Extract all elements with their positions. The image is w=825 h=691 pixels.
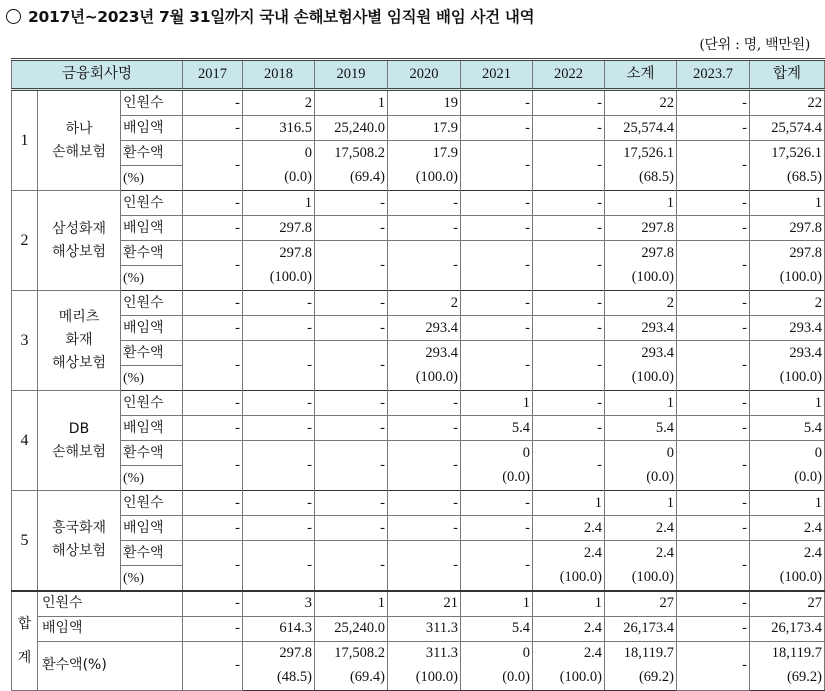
total-label-recovered: 환수액(%)	[38, 641, 183, 690]
table-row	[12, 616, 825, 641]
embezzled-cell: -	[183, 416, 243, 441]
count-cell: -	[533, 191, 605, 216]
embezzled-cell: -	[183, 216, 243, 241]
recovered-cell: -	[388, 441, 461, 491]
count-cell: 22	[750, 90, 825, 116]
count-cell: 1	[605, 391, 677, 416]
pct-cell: (100.0)	[750, 566, 825, 591]
count-cell: -	[388, 491, 461, 516]
recovered-cell: -	[243, 441, 315, 491]
pct-cell: (68.5)	[750, 166, 825, 191]
total-recovered-cell: 18,119.7	[605, 641, 677, 666]
row-label-recovered: 환수액	[121, 141, 183, 166]
recovered-cell: -	[461, 541, 533, 591]
total-pct-cell: (0.0)	[461, 666, 533, 691]
count-cell: 2	[243, 90, 315, 116]
row-label-embezzled: 배임액	[121, 316, 183, 341]
header-row	[12, 60, 825, 90]
company-block	[12, 491, 825, 591]
company-block	[12, 90, 825, 191]
count-cell: 1	[605, 491, 677, 516]
total-recovered-cell: -	[183, 641, 243, 690]
recovered-cell: 297.8	[243, 241, 315, 266]
header-col: 소계	[605, 60, 677, 90]
count-cell: -	[183, 391, 243, 416]
recovered-cell: -	[243, 541, 315, 591]
count-cell: 1	[533, 491, 605, 516]
recovered-cell: -	[533, 141, 605, 191]
embezzled-cell: -	[183, 116, 243, 141]
total-recovered-cell: -	[677, 641, 750, 690]
company-name-line: 해상보험	[51, 543, 107, 560]
recovered-cell: -	[315, 541, 388, 591]
header-col: 2020	[388, 60, 461, 90]
total-pct-cell: (48.5)	[243, 666, 315, 691]
recovered-cell: 0	[243, 141, 315, 166]
pct-cell: (100.0)	[750, 266, 825, 291]
company-name-line: 해상보험	[51, 243, 107, 260]
recovered-cell: 0	[605, 441, 677, 466]
company-name-line: DB	[68, 420, 90, 437]
recovered-cell: -	[183, 141, 243, 191]
total-embezzled-cell: 2.4	[533, 616, 605, 641]
total-pct-cell: (100.0)	[533, 666, 605, 691]
count-cell: 1	[243, 191, 315, 216]
pct-cell: (100.0)	[388, 366, 461, 391]
pct-cell: (100.0)	[750, 366, 825, 391]
total-embezzled-cell: 5.4	[461, 616, 533, 641]
embezzled-cell: -	[677, 416, 750, 441]
table-row	[12, 416, 825, 441]
recovered-cell: 2.4	[605, 541, 677, 566]
row-label-pct: (%)	[121, 166, 183, 191]
company-number: 2	[12, 191, 38, 291]
total-pct-cell: (69.4)	[315, 666, 388, 691]
embezzled-cell: -	[677, 316, 750, 341]
total-pct-cell: (100.0)	[388, 666, 461, 691]
company-name-line: 손해보험	[51, 143, 107, 160]
pct-cell: (100.0)	[605, 566, 677, 591]
embezzled-cell: -	[183, 516, 243, 541]
pct-cell: (0.0)	[605, 466, 677, 491]
pct-cell: (0.0)	[243, 166, 315, 191]
table-row	[12, 516, 825, 541]
total-recovered-cell: 2.4	[533, 641, 605, 666]
company-block	[12, 191, 825, 291]
count-cell: -	[183, 90, 243, 116]
embezzled-cell: 293.4	[605, 316, 677, 341]
embezzled-cell: -	[315, 316, 388, 341]
recovered-cell: 17,508.2	[315, 141, 388, 166]
page-title	[6, 4, 814, 30]
recovered-cell: -	[461, 241, 533, 291]
table-row	[12, 491, 825, 516]
recovered-cell: 2.4	[533, 541, 605, 566]
recovered-cell: -	[243, 341, 315, 391]
header-col: 2018	[243, 60, 315, 90]
embezzlement-table	[11, 58, 822, 688]
table-row	[12, 291, 825, 316]
total-recovered-cell: 17,508.2	[315, 641, 388, 666]
count-cell: 1	[605, 191, 677, 216]
embezzled-cell: -	[461, 516, 533, 541]
row-label-recovered: 환수액	[121, 441, 183, 466]
embezzled-cell: -	[677, 216, 750, 241]
company-name-line: 해상보험	[51, 355, 107, 371]
embezzled-cell: -	[533, 416, 605, 441]
table-row	[12, 541, 825, 566]
count-cell: 1	[750, 391, 825, 416]
embezzled-cell: -	[243, 516, 315, 541]
embezzled-cell: -	[243, 316, 315, 341]
company-name	[38, 191, 121, 291]
count-cell: -	[533, 90, 605, 116]
embezzled-cell: -	[315, 216, 388, 241]
recovered-cell: 297.8	[750, 241, 825, 266]
total-embezzled-cell: 25,240.0	[315, 616, 388, 641]
count-cell: -	[183, 191, 243, 216]
total-block	[12, 591, 825, 691]
embezzled-cell: 25,574.4	[750, 116, 825, 141]
count-cell: 22	[605, 90, 677, 116]
count-cell: 1	[461, 391, 533, 416]
recovered-cell: 17.9	[388, 141, 461, 166]
recovered-cell: 293.4	[750, 341, 825, 366]
row-label-count: 인원수	[121, 291, 183, 316]
count-cell: -	[461, 491, 533, 516]
embezzled-cell: 5.4	[461, 416, 533, 441]
total-embezzled-cell: -	[183, 616, 243, 641]
recovered-cell: -	[183, 341, 243, 391]
embezzled-cell: 2.4	[605, 516, 677, 541]
count-cell: -	[315, 491, 388, 516]
pct-cell: (68.5)	[605, 166, 677, 191]
embezzled-cell: 293.4	[750, 316, 825, 341]
count-cell: -	[243, 491, 315, 516]
company-name-line: 화재	[65, 332, 93, 348]
company-name	[38, 90, 121, 191]
pct-cell: (0.0)	[750, 466, 825, 491]
pct-cell: (0.0)	[461, 466, 533, 491]
total-count-cell: 1	[461, 591, 533, 617]
recovered-cell: -	[388, 541, 461, 591]
total-count-cell: 1	[315, 591, 388, 617]
company-name-line: 메리츠	[58, 309, 100, 325]
embezzled-cell: 293.4	[388, 316, 461, 341]
row-label-recovered: 환수액	[121, 341, 183, 366]
row-label-recovered: 환수액	[121, 241, 183, 266]
count-cell: -	[677, 291, 750, 316]
recovered-cell: 2.4	[750, 541, 825, 566]
row-label-pct: (%)	[121, 566, 183, 591]
embezzled-cell: 316.5	[243, 116, 315, 141]
count-cell: -	[533, 291, 605, 316]
company-name-line: 손해보험	[51, 443, 107, 460]
total-recovered-cell: 18,119.7	[750, 641, 825, 666]
embezzled-cell: 297.8	[243, 216, 315, 241]
embezzled-cell: -	[677, 116, 750, 141]
unit-note: (단위 : 명, 백만원)	[699, 37, 810, 53]
row-label-embezzled: 배임액	[121, 216, 183, 241]
table-row	[12, 591, 825, 617]
company-number: 5	[12, 491, 38, 591]
embezzled-cell: -	[388, 216, 461, 241]
table-row	[12, 241, 825, 266]
row-label-recovered: 환수액	[121, 541, 183, 566]
company-number: 3	[12, 291, 38, 391]
row-label-embezzled: 배임액	[121, 416, 183, 441]
header-company: 금융회사명	[12, 60, 183, 90]
total-embezzled-cell: 26,173.4	[750, 616, 825, 641]
total-count-cell: -	[183, 591, 243, 617]
embezzled-cell: 297.8	[750, 216, 825, 241]
row-label-pct: (%)	[121, 466, 183, 491]
table-row	[12, 441, 825, 466]
count-cell: -	[461, 291, 533, 316]
embezzled-cell: -	[388, 516, 461, 541]
table-row	[12, 191, 825, 216]
table-row	[12, 391, 825, 416]
total-recovered-cell: 311.3	[388, 641, 461, 666]
total-embezzled-cell: 26,173.4	[605, 616, 677, 641]
count-cell: 1	[315, 90, 388, 116]
recovered-cell: -	[461, 141, 533, 191]
header-col: 합계	[750, 60, 825, 90]
company-name	[38, 291, 121, 391]
embezzled-cell: 17.9	[388, 116, 461, 141]
recovered-cell: -	[183, 241, 243, 291]
embezzled-cell: -	[388, 416, 461, 441]
total-side-char: 합	[17, 615, 32, 632]
table-row	[12, 116, 825, 141]
count-cell: 2	[388, 291, 461, 316]
circle-bullet-icon	[6, 9, 21, 24]
table-row	[12, 141, 825, 166]
header-col: 2021	[461, 60, 533, 90]
count-cell: 1	[750, 191, 825, 216]
recovered-cell: -	[677, 441, 750, 491]
recovered-cell: -	[315, 241, 388, 291]
embezzled-cell: -	[243, 416, 315, 441]
recovered-cell: -	[677, 541, 750, 591]
row-label-pct: (%)	[121, 266, 183, 291]
row-label-count: 인원수	[121, 191, 183, 216]
recovered-cell: -	[315, 341, 388, 391]
total-pct-cell: (69.2)	[605, 666, 677, 691]
embezzled-cell: -	[533, 316, 605, 341]
total-embezzled-cell: -	[677, 616, 750, 641]
total-side-label	[12, 591, 38, 691]
company-name	[38, 491, 121, 591]
embezzled-cell: -	[677, 516, 750, 541]
header-col: 2023.7	[677, 60, 750, 90]
recovered-cell: 0	[750, 441, 825, 466]
header-col: 2019	[315, 60, 388, 90]
table-row	[12, 316, 825, 341]
total-count-cell: 21	[388, 591, 461, 617]
total-count-cell: 3	[243, 591, 315, 617]
embezzled-cell: 2.4	[533, 516, 605, 541]
row-label-count: 인원수	[121, 391, 183, 416]
pct-cell: (69.4)	[315, 166, 388, 191]
total-label-embezzled: 배임액	[38, 616, 183, 641]
pct-cell: (100.0)	[388, 166, 461, 191]
count-cell: -	[243, 391, 315, 416]
recovered-cell: -	[677, 141, 750, 191]
total-count-cell: -	[677, 591, 750, 617]
embezzled-cell: 5.4	[605, 416, 677, 441]
total-count-cell: 1	[533, 591, 605, 617]
count-cell: 2	[750, 291, 825, 316]
recovered-cell: -	[533, 341, 605, 391]
embezzled-cell: -	[315, 416, 388, 441]
row-label-count: 인원수	[121, 90, 183, 116]
recovered-cell: 0	[461, 441, 533, 466]
count-cell: -	[183, 291, 243, 316]
recovered-cell: -	[183, 441, 243, 491]
count-cell: 2	[605, 291, 677, 316]
count-cell: -	[243, 291, 315, 316]
embezzled-cell: 5.4	[750, 416, 825, 441]
total-label-count: 인원수	[38, 591, 183, 617]
count-cell: -	[677, 391, 750, 416]
pct-cell: (100.0)	[243, 266, 315, 291]
row-label-embezzled: 배임액	[121, 516, 183, 541]
table-row	[12, 641, 825, 666]
recovered-cell: 17,526.1	[750, 141, 825, 166]
count-cell: -	[677, 90, 750, 116]
total-embezzled-cell: 614.3	[243, 616, 315, 641]
count-cell: -	[315, 191, 388, 216]
recovered-cell: -	[461, 341, 533, 391]
recovered-cell: -	[183, 541, 243, 591]
embezzled-cell: -	[461, 316, 533, 341]
count-cell: -	[533, 391, 605, 416]
embezzled-cell: -	[315, 516, 388, 541]
count-cell: 19	[388, 90, 461, 116]
embezzled-cell: -	[533, 216, 605, 241]
row-label-pct: (%)	[121, 366, 183, 391]
row-label-count: 인원수	[121, 491, 183, 516]
embezzled-cell: -	[183, 316, 243, 341]
count-cell: -	[461, 90, 533, 116]
company-name	[38, 391, 121, 491]
embezzled-cell: 25,574.4	[605, 116, 677, 141]
title-text: 2017년~2023년 7월 31일까지 국내 손해보험사별 임직원 배임 사건 내역	[28, 8, 535, 26]
count-cell: -	[315, 391, 388, 416]
pct-cell: (100.0)	[533, 566, 605, 591]
count-cell: -	[461, 191, 533, 216]
recovered-cell: -	[677, 341, 750, 391]
total-pct-cell: (69.2)	[750, 666, 825, 691]
embezzled-cell: 2.4	[750, 516, 825, 541]
recovered-cell: -	[388, 241, 461, 291]
pct-cell: (100.0)	[605, 266, 677, 291]
recovered-cell: 17,526.1	[605, 141, 677, 166]
count-cell: -	[677, 491, 750, 516]
count-cell: -	[388, 391, 461, 416]
table-row	[12, 90, 825, 116]
recovered-cell: -	[315, 441, 388, 491]
company-name-line: 삼성화재	[51, 220, 107, 237]
company-block	[12, 391, 825, 491]
count-cell: -	[315, 291, 388, 316]
embezzled-cell: -	[461, 216, 533, 241]
embezzled-cell: -	[461, 116, 533, 141]
total-embezzled-cell: 311.3	[388, 616, 461, 641]
table-row	[12, 216, 825, 241]
company-number: 4	[12, 391, 38, 491]
pct-cell: (100.0)	[605, 366, 677, 391]
embezzled-cell: 25,240.0	[315, 116, 388, 141]
recovered-cell: -	[533, 441, 605, 491]
table-row	[12, 341, 825, 366]
recovered-cell: -	[677, 241, 750, 291]
company-block	[12, 291, 825, 391]
total-recovered-cell: 297.8	[243, 641, 315, 666]
recovered-cell: -	[533, 241, 605, 291]
embezzled-cell: -	[533, 116, 605, 141]
company-name-line: 흥국화재	[51, 520, 107, 537]
total-count-cell: 27	[750, 591, 825, 617]
row-label-embezzled: 배임액	[121, 116, 183, 141]
total-side-char: 계	[17, 649, 32, 666]
recovered-cell: 293.4	[388, 341, 461, 366]
company-number: 1	[12, 90, 38, 191]
count-cell: 1	[750, 491, 825, 516]
recovered-cell: 293.4	[605, 341, 677, 366]
recovered-cell: 297.8	[605, 241, 677, 266]
company-name-line: 하나	[65, 120, 93, 137]
embezzled-cell: 297.8	[605, 216, 677, 241]
header-col: 2022	[533, 60, 605, 90]
total-recovered-cell: 0	[461, 641, 533, 666]
count-cell: -	[677, 191, 750, 216]
count-cell: -	[388, 191, 461, 216]
total-count-cell: 27	[605, 591, 677, 617]
header-col: 2017	[183, 60, 243, 90]
count-cell: -	[183, 491, 243, 516]
